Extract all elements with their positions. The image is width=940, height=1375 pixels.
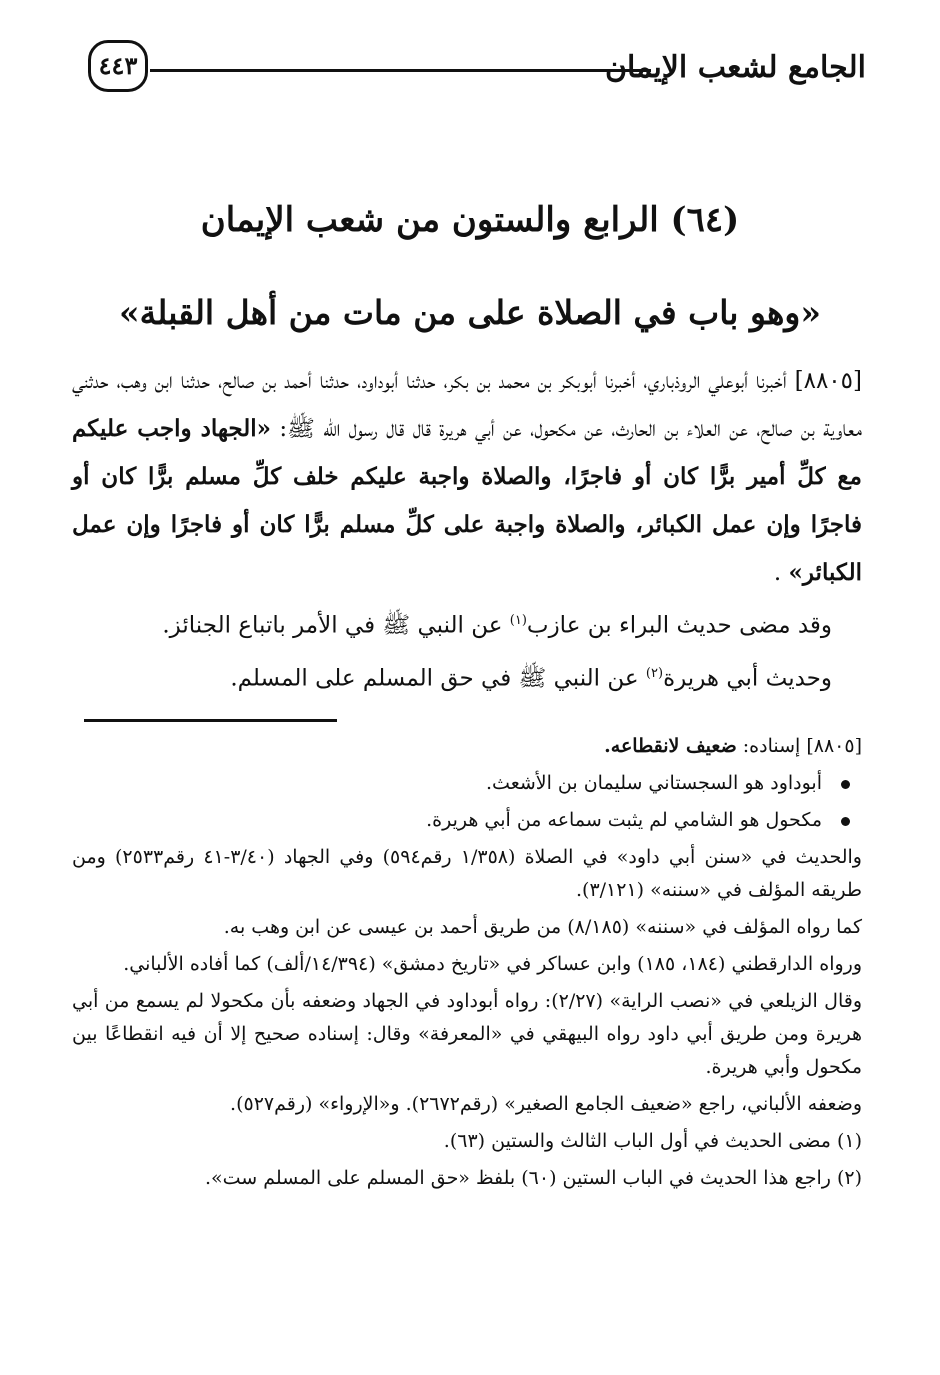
- chapter-subtitle: «وهو باب في الصلاة على من مات من أهل القبلة»: [118, 293, 821, 332]
- note-paragraph: ورواه الدارقطني (١٨٤، ١٨٥) وابن عساكر في «تاريخ دمشق» (١٤/٣٩٤/ألف) كما أفاده الألباني.: [123, 953, 862, 975]
- note-paragraph: كما رواه المؤلف في «سننه» (٨/١٨٥) من طريق أحمد بن عيسى عن ابن وهب به.: [223, 916, 862, 938]
- hadith-number: [٨٨٠٥]: [794, 368, 862, 394]
- header-rule: [150, 69, 651, 72]
- footnote-2: (٢) راجع هذا الحديث في الباب الستين (٦٠) بلفظ «حق المسلم على المسلم ست».: [204, 1167, 862, 1189]
- note-paragraph: وقال الزيلعي في «نصب الراية» (٢/٢٧): رواه أبوداود في الجهاد وضعفه بأن مكحولا لم يسمع من أبي هريرة ومن طريق أبي داود رواه البيهقي في «المعرفة» وقال: إسناده صحيح إلا أن فيه انقطاعًا بين مكحول وأبي هريرة.: [72, 990, 862, 1078]
- hadith-paragraph: [72, 358, 862, 597]
- footnote-ref-2[interactable]: (٢): [645, 665, 664, 681]
- chapter-title: (٦٤) الرابع والستون من شعب الإيمان: [200, 200, 740, 240]
- running-title: الجامع لشعب الإيمان: [604, 50, 866, 85]
- related-hadith-1: [72, 597, 862, 650]
- isnad-assessment: [72, 730, 862, 763]
- page-number: ٤٤٣: [88, 40, 148, 92]
- hadith-isnad: أخبرنا أبوعلي الروذباري، أخبرنا أبوبكر بن محمد بن بكر، حدثنا أبوداود، حدثنا أحمد بن صالح، حدثنا ابن وهب، حدثني معاوية بن صالح، عن العلاء بن الحارث، عن مكحول، عن أبي هريرة قال قال رسول الله ﷺ:: [72, 368, 862, 442]
- hadith-end: .: [773, 560, 789, 586]
- running-header: [88, 40, 866, 102]
- isnad-grade: ضعيف لانقطاعه.: [604, 735, 737, 757]
- footnote-ref-1[interactable]: (١): [509, 613, 527, 628]
- related-hadith-2: [72, 650, 862, 703]
- related-text: عن النبي ﷺ في حق المسلم على المسلم.: [230, 665, 646, 692]
- related-text: وقد مضى حديث البراء بن عازب: [526, 612, 832, 639]
- isnad-label: [٨٨٠٥] إسناده:: [736, 735, 862, 757]
- note-paragraph: وضعفه الألباني، راجع «ضعيف الجامع الصغير» (رقم٢٦٧٢). و«الإرواء» (رقم٥٢٧).: [230, 1093, 862, 1115]
- note-bullet: [72, 804, 862, 837]
- notes-section: [72, 730, 862, 1199]
- related-text: عن النبي ﷺ في الأمر باتباع الجنائز.: [162, 612, 510, 639]
- bullet-text: أبوداود هو السجستاني سليمان بن الأشعث.: [486, 772, 822, 794]
- note-bullet: [72, 767, 862, 800]
- main-text: [72, 358, 862, 702]
- bullet-icon: [841, 780, 850, 789]
- footnote-divider: [84, 719, 337, 722]
- footnote-1: (١) مضى الحديث في أول الباب الثالث والستين (٦٣).: [443, 1130, 862, 1152]
- related-text: وحديث أبي هريرة: [663, 665, 832, 692]
- bullet-icon: [841, 817, 850, 826]
- hadith-matn: «الجهاد واجب عليكم مع كلِّ أمير برًّا كان أو فاجرًا، والصلاة واجبة عليكم خلف كلِّ مسلم برًّا كان أو فاجرًا وإن عمل الكبائر، والصلاة واجبة على كلِّ مسلم برًّا كان أو فاجرًا وإن عمل الكبائر»: [72, 415, 862, 586]
- note-paragraph: والحديث في «سنن أبي داود» في الصلاة (١/٣٥٨ رقم٥٩٤) وفي الجهاد (٣/٤٠-٤١ رقم٢٥٣٣) ومن طريقه المؤلف في «سننه» (٣/١٢١).: [72, 846, 862, 901]
- bullet-text: مكحول هو الشامي لم يثبت سماعه من أبي هريرة.: [426, 809, 822, 831]
